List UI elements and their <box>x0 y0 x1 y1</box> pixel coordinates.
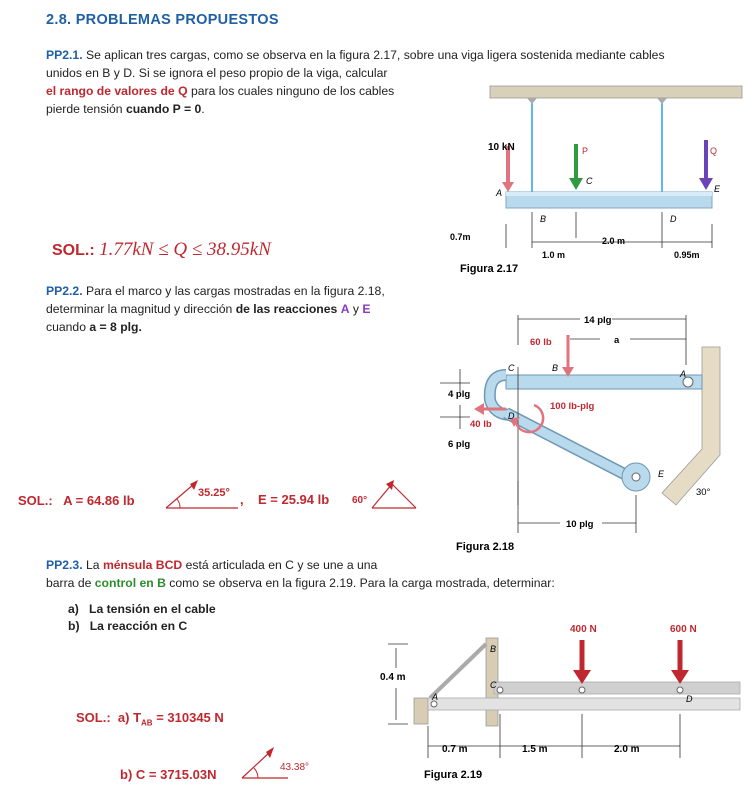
solution-2-1-expression: 1.77kN ≤ Q ≤ 38.95kN <box>99 239 271 260</box>
svg-text:2.0 m: 2.0 m <box>614 744 640 755</box>
svg-text:A: A <box>496 188 503 198</box>
svg-text:35.25°: 35.25° <box>198 487 230 499</box>
svg-text:14 plg: 14 plg <box>584 315 612 326</box>
svg-text:a: a <box>614 335 620 346</box>
svg-text:C: C <box>508 363 515 373</box>
solution-2-3-b: b) C = 3715.03N <box>120 767 217 782</box>
svg-text:4 plg: 4 plg <box>448 389 471 400</box>
figure-2-17 <box>440 80 750 275</box>
svg-text:B: B <box>540 214 547 224</box>
svg-text:0.7 m: 0.7 m <box>442 744 468 755</box>
svg-text:10 plg: 10 plg <box>566 519 594 530</box>
svg-text:0.4 m: 0.4 m <box>380 672 406 683</box>
list-item: b) La reacción en C <box>68 619 188 633</box>
svg-text:A: A <box>680 369 687 379</box>
svg-text:E: E <box>658 469 665 479</box>
angle-icon-e <box>352 476 418 514</box>
svg-text:1.5 m: 1.5 m <box>522 744 548 755</box>
svg-text:E: E <box>714 184 721 194</box>
solution-2-2: SOL.: A = 64.86 lb <box>18 493 135 508</box>
figure-2-18 <box>440 305 740 555</box>
angle-icon-c <box>236 744 326 784</box>
svg-text:100 lb-plg: 100 lb-plg <box>550 401 595 412</box>
svg-text:C: C <box>586 176 593 186</box>
caption-2-18: Figura 2.18 <box>456 541 515 553</box>
solution-2-2-E: E = 25.94 lb <box>258 492 330 507</box>
svg-text:40 lb: 40 lb <box>470 419 492 430</box>
list-item: a) La tensión en el cable <box>68 602 216 616</box>
svg-text:A: A <box>432 692 439 702</box>
section-title: 2.8. PROBLEMAS PROPUESTOS <box>46 12 279 28</box>
svg-text:Q: Q <box>710 146 718 156</box>
svg-text:400 N: 400 N <box>570 624 597 635</box>
problem-2-2-text: PP2.2. Para el marco y las cargas mostradas en la figura 2.18, determinar la magnitud y dirección de las reacciones A y E cuando a = 8 plg. <box>46 284 385 334</box>
svg-text:43.38°: 43.38° <box>280 762 310 773</box>
question-list <box>68 602 216 633</box>
svg-text:2.0 m: 2.0 m <box>602 236 626 246</box>
svg-text:C: C <box>490 680 497 690</box>
svg-text:60 lb: 60 lb <box>530 337 552 348</box>
solution-2-3-a: SOL.: a) $T_{AB} = 310345$ N <box>76 710 224 728</box>
label-10kn: 10 kN <box>488 142 515 153</box>
caption-2-19: Figura 2.19 <box>424 769 483 781</box>
svg-text:D: D <box>670 214 677 224</box>
svg-text:1.0 m: 1.0 m <box>542 250 566 260</box>
svg-text:0.95m: 0.95m <box>674 250 700 260</box>
svg-text:30°: 30° <box>696 487 711 498</box>
caption-2-17: Figura 2.17 <box>460 263 519 275</box>
svg-text:B: B <box>552 363 559 373</box>
svg-text:0.7m: 0.7m <box>450 232 471 242</box>
solution-2-1: SOL.: 1.77kN ≤ Q ≤ 38.95kN <box>52 239 271 260</box>
svg-text:D: D <box>508 411 515 421</box>
svg-text:D: D <box>686 694 693 704</box>
svg-text:6 plg: 6 plg <box>448 439 471 450</box>
svg-text:P: P <box>582 146 589 156</box>
angle-icon-a <box>158 478 248 514</box>
svg-text:60°: 60° <box>352 495 368 506</box>
figure-2-19 <box>374 618 754 788</box>
problem-2-1-text: PP2.1. Se aplican tres cargas, como se observa en la figura 2.17, sobre una viga ligera sostenida mediante cables unidos en B y D. Si se ignora el peso propio de la viga, calcular el rango de valores de Q para los cuales ninguno de los cables pierde tensión cuando P = 0. <box>46 48 665 116</box>
problem-2-3-text: PP2.3. La ménsula BCD está articulada en C y se une a una barra de control en B como se observa en la figura 2.19. Para la carga mostrada, determinar: <box>46 558 555 590</box>
svg-text:600 N: 600 N <box>670 624 697 635</box>
svg-text:B: B <box>490 644 497 654</box>
